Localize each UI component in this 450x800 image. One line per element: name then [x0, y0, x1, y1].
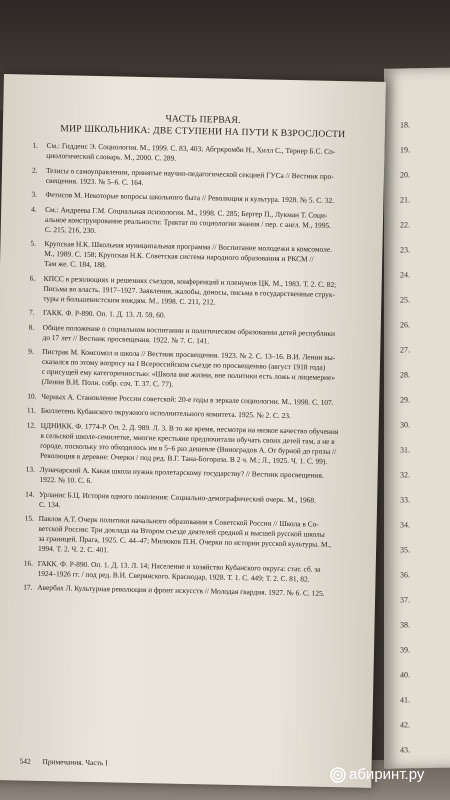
note-item	[24, 514, 365, 561]
facing-note-number: 27.	[400, 345, 410, 355]
note-text: ГАКК. Ф. Р-890. Оп. 1. Д. 13. Л. 14; Население и хозяйство Кубанского округа: стат. сб. за 1924–1926 гг. / под ред. В.И. Сверянского. Краснодар, 1928. Т. 1. С. 449; Т. 2. С. 81, 82.	[37, 558, 321, 584]
facing-note-number: 41.	[400, 695, 410, 705]
note-item	[23, 558, 363, 585]
note-item	[25, 465, 365, 492]
note-number: 4.	[31, 204, 37, 214]
facing-note-number: 31.	[400, 445, 410, 455]
note-number: 1.	[32, 140, 39, 150]
note-text: Урланис Б.Ц. История одного поколения: Социально-демографический очерк. М., 1968. С. 134.	[38, 489, 317, 509]
notes-list	[23, 141, 372, 600]
note-item	[30, 239, 371, 276]
note-item	[32, 141, 372, 168]
note-item	[23, 583, 363, 600]
note-number: 11.	[26, 405, 37, 415]
facing-note-number: 19.	[400, 145, 410, 155]
part-heading: ЧАСТЬ ПЕРВАЯ.	[165, 113, 241, 126]
facing-note-number: 34.	[400, 520, 410, 530]
note-number: 14.	[25, 489, 35, 499]
note-item	[31, 204, 372, 241]
facing-note-number: 29.	[400, 395, 410, 405]
note-item	[28, 322, 368, 349]
note-number: 5.	[30, 238, 37, 248]
note-text: ГАКК. Ф. Р-890. Оп. 1. Д. 13. Л. 59, 60.	[42, 307, 166, 320]
facing-note-number: 33.	[400, 495, 410, 505]
note-number: 2.	[31, 165, 38, 175]
facing-note-number: 42.	[400, 720, 410, 730]
note-text: Крупская Н.К. Школьная муниципальная программа // Воспитание молодежи в комсомоле. М., 1989. С. 158; Крупская Н.К. Советская система народного образования и РКСМ // Там же. С. 184, 188.	[43, 238, 333, 270]
page-content	[23, 111, 373, 605]
note-text: ЦДНИКК. Ф. 1774-Р. Оп. 2. Д. 989. Л. 3. В то же время, несмотря на низкое качество обучения в сельской школе-семилетке, многие крестьяне предпочитали обучать своих детей там, а не в городе, поскольку это обходилось им в 5–6 раз дешевле (Виноградов А. От бурной до грозы // Революция в деревне: Очерки / под ред. В.Г. Тана-Богораза. В 2 ч. М.; Л., 1925. Ч. 1. С. 99).	[39, 420, 339, 466]
facing-note-number: 26.	[400, 320, 410, 330]
book-page	[0, 74, 386, 788]
facing-note-number: 32.	[400, 470, 410, 480]
running-footer: Примечания. Часть I	[42, 756, 108, 768]
note-item	[31, 190, 371, 207]
labyrinth-logo-icon	[330, 767, 346, 783]
note-number: 17.	[23, 582, 33, 592]
facing-note-number: 20.	[400, 170, 410, 180]
facing-note-number: 22.	[400, 220, 410, 230]
note-number: 7.	[28, 307, 35, 317]
note-number: 13.	[25, 464, 36, 474]
watermark	[330, 766, 424, 783]
facing-note-number: 38.	[400, 620, 410, 630]
page-footer	[20, 756, 118, 767]
note-number: 8.	[28, 322, 35, 332]
note-item	[32, 165, 372, 192]
facing-note-number: 21.	[400, 195, 410, 205]
note-text: Фетисов М. Некоторые вопросы школьного быта // Революция и культура. 1928. № 5. С. 32.	[45, 189, 335, 205]
note-text: Тезисы о самоуправлении, принятые научно-педагогической секцией ГУСа // Вестник про- свещения. 1923. № 5–6. С. 164.	[45, 165, 334, 187]
note-text: Павлов А.Т. Очерк политики начального образования в Советской России // Школа в Со- ветской России: Три доклада на Втором съезде деятелей средней и высшей русской школы за границей. Прага, 1925. С. 44–47; Милюков П.Н. Очерки по истории русской культуры. М., 1994. Т. 2. Ч. 2. С. 401.	[37, 513, 332, 555]
facing-note-number: 25.	[400, 295, 410, 305]
note-text: См.: Андреева Г.М. Социальная психология. М., 1998. С. 285; Бергер П., Лукман Т. Соци- альное конструирование реальности: Трактат по социологии знания / пер. с англ. М., 1995. С. 215, 216, 230.	[44, 204, 332, 235]
note-item	[26, 420, 367, 467]
chapter-heading: МИР ШКОЛЬНИКА: ДВЕ СТУПЕНИ НА ПУТИ К ВЗРОСЛОСТИ	[60, 123, 346, 141]
watermark-text: абиринт.ру	[349, 766, 425, 783]
facing-note-number: 28.	[400, 370, 410, 380]
facing-note-number: 40.	[400, 670, 410, 680]
facing-note-number: 18.	[400, 120, 410, 130]
note-number: 9.	[28, 346, 34, 356]
note-number: 6.	[29, 273, 36, 283]
note-text: Пистрак М. Комсомол и школа // Вестник просвещения. 1923. № 2. С. 13–16. В.И. Ленин вы- сказался по этому вопросу на I Всероссийском съезде по просвещению (август 1918 года) с присущей ему категоричностью: «Школа вне жизни, вне политики есть ложь и лицемерие» (Ленин В.И. Полн. собр. соч. Т. 37. С. 77).	[41, 346, 336, 389]
facing-note-number: 37.	[400, 595, 410, 605]
note-text: Бюллетень Кубанского окружного исполнительного комитета. 1925. № 2. С. 23.	[40, 405, 291, 421]
note-text: Общее положение о социальном воспитании и политическом образовании детей республики до 17 лет // Вестник просвещения. 1922. № 7. С. 141.	[42, 322, 336, 345]
note-text: См.: Гидденс Э. Социология. М., 1999. С. 83, 403; Абгркромби Н., Хилл С., Тернер Б.С. Со- циологический словарь. М., 2000. С. 289.	[46, 140, 336, 163]
page-number: 542	[19, 756, 31, 766]
note-number: 3.	[31, 189, 38, 199]
note-item	[29, 273, 370, 310]
facing-note-number: 39.	[400, 645, 410, 655]
facing-note-number: 24.	[400, 270, 410, 280]
note-number: 16.	[23, 558, 34, 568]
facing-note-number: 23.	[400, 245, 410, 255]
note-item	[27, 391, 367, 408]
note-text: Черных А. Становление России советской: 20-е годы в зеркале социологии. М., 1998. С. 107.	[41, 391, 334, 407]
note-text: Луначарский А. Какая школа нужна пролетарскому государству? // Вестник просвещения. 1922. № 10. С. 6.	[39, 464, 324, 485]
facing-note-number: 43.	[400, 745, 410, 755]
facing-note-number: 35.	[400, 545, 410, 555]
facing-note-number: 36.	[400, 570, 410, 580]
note-item	[29, 308, 369, 325]
note-text: КПСС в резолюциях и решениях съездов, конференций и пленумов ЦК. М., 1983. Т. 2. С. 82; Письма во власть. 1917–1927. Заявления, жалобы, доносы, письма в государственные струк- туры и большевистским вождям. М., 1998. С. 211, 212.	[43, 273, 337, 306]
facing-page	[384, 67, 450, 769]
note-number: 15.	[24, 513, 35, 523]
note-number: 12.	[26, 420, 37, 430]
note-item	[27, 347, 368, 394]
facing-note-number: 30.	[400, 420, 410, 430]
note-item	[27, 406, 367, 423]
note-text: Авербах Л. Культурная революция и фронт искусств // Молодая гвардия. 1927. № 6. С. 125.	[37, 582, 325, 598]
note-item	[25, 489, 365, 516]
note-number: 10.	[27, 391, 37, 401]
